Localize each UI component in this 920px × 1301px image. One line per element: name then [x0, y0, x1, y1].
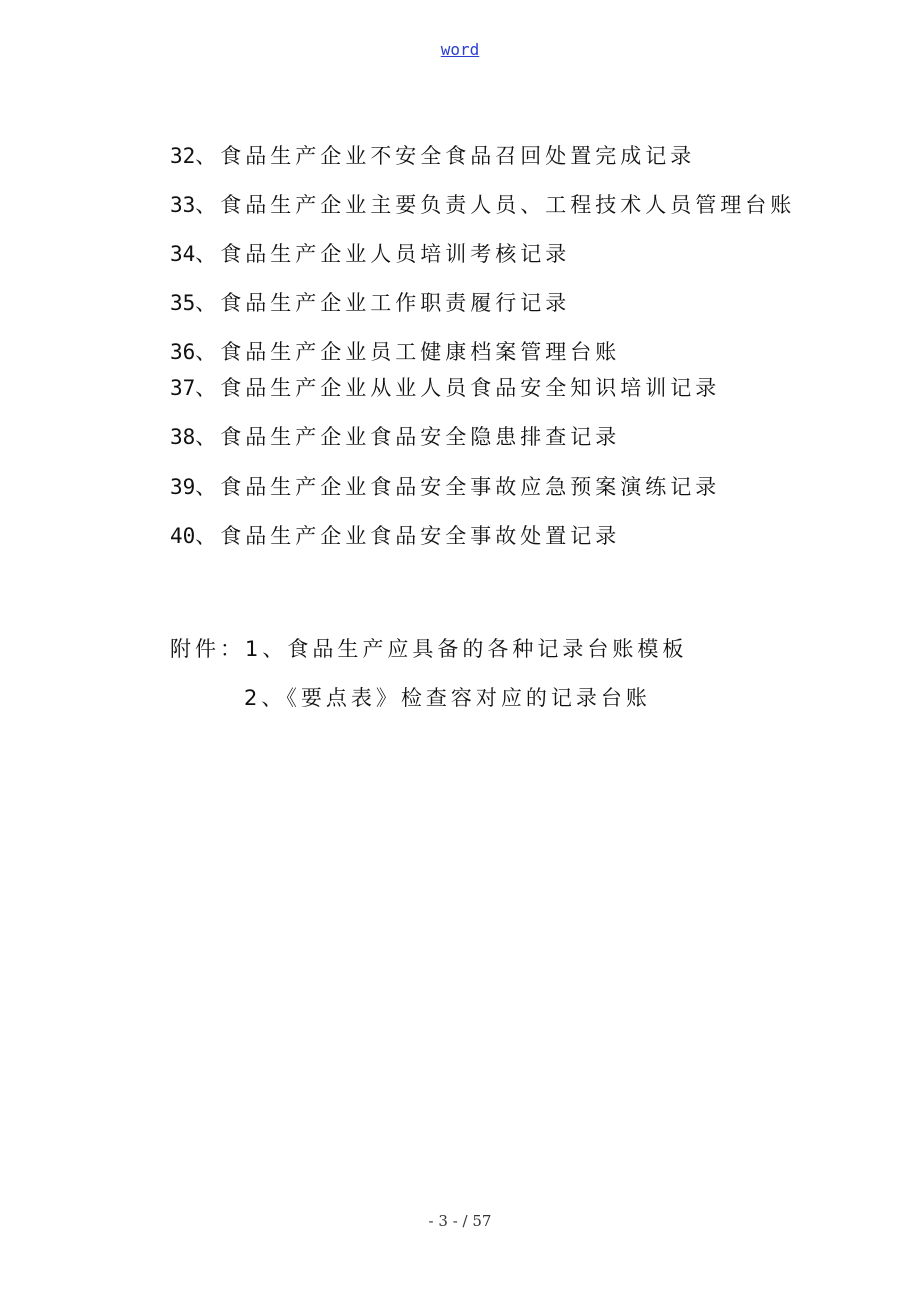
item-text: 、食品生产企业食品安全事故应急预案演练记录 — [195, 475, 721, 499]
attachment-line-2: 2、《要点表》检查容对应的记录台账 — [244, 686, 651, 710]
item-number: 35 — [170, 291, 196, 315]
list-item — [170, 190, 795, 220]
list-item — [170, 288, 570, 318]
item-text: 、食品生产企业从业人员食品安全知识培训记录 — [195, 376, 721, 400]
item-number: 34 — [170, 242, 196, 266]
list-item — [170, 141, 695, 171]
item-text: 、食品生产企业食品安全事故处置记录 — [195, 524, 621, 548]
item-text: 、食品生产企业员工健康档案管理台账 — [195, 340, 621, 364]
list-item — [170, 521, 620, 551]
item-number: 39 — [170, 475, 196, 499]
item-number: 37 — [170, 376, 196, 400]
item-number: 38 — [170, 425, 196, 449]
list-item — [170, 337, 620, 367]
word-header-link[interactable]: word — [440, 40, 480, 59]
list-item — [170, 472, 720, 502]
list-item — [170, 239, 570, 269]
list-item — [170, 422, 620, 452]
item-text: 、食品生产企业不安全食品召回处置完成记录 — [195, 144, 696, 168]
item-text: 、食品生产企业人员培训考核记录 — [195, 242, 571, 266]
page-number: - 3 - / 57 — [428, 1212, 492, 1230]
item-number: 40 — [170, 524, 196, 548]
item-text: 、食品生产企业工作职责履行记录 — [195, 291, 571, 315]
list-item — [170, 373, 720, 403]
item-text: 、食品生产企业食品安全隐患排查记录 — [195, 425, 621, 449]
item-text: 、食品生产企业主要负责人员、工程技术人员管理台账 — [195, 193, 796, 217]
attachment-line-1: 附件：1、食品生产应具备的各种记录台账模板 — [170, 637, 688, 661]
item-number: 36 — [170, 340, 196, 364]
item-number: 33 — [170, 193, 196, 217]
item-number: 32 — [170, 144, 196, 168]
